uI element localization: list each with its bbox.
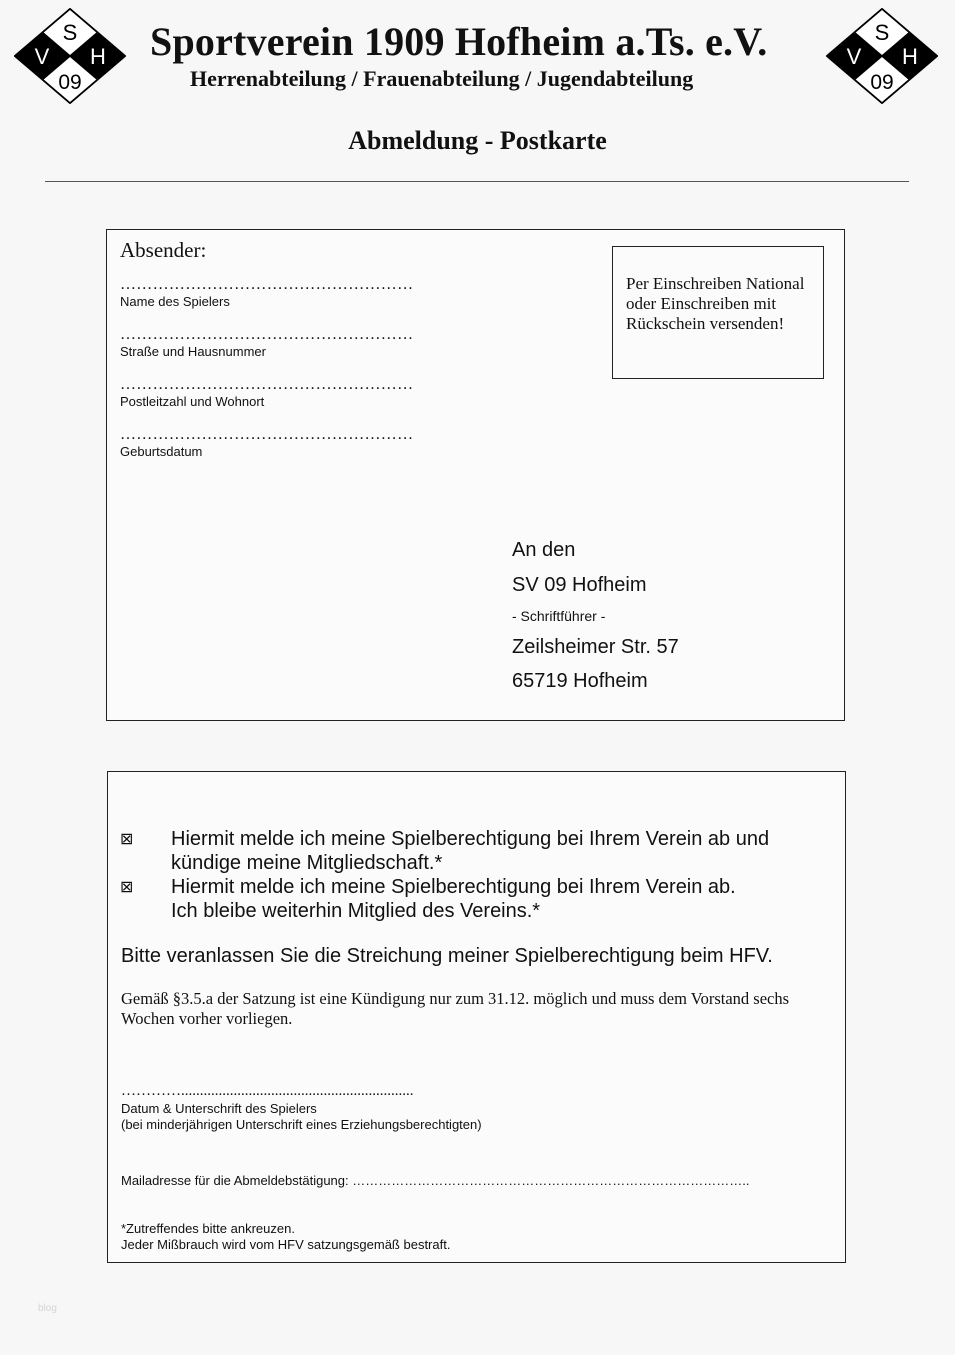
fill-in-dots: ……………………………………………… — [120, 276, 414, 293]
sender-birthdate-field[interactable] — [120, 427, 450, 459]
logo-letter-bottom: 09 — [870, 71, 894, 94]
fill-in-dots: ……………………………………………… — [120, 326, 414, 343]
fill-in-dots: ……………………………………………… — [120, 426, 414, 443]
fill-in-dots: ……………………………………………… — [120, 376, 414, 393]
deregistration-form-box — [107, 771, 846, 1263]
field-label: Straße und Hausnummer — [120, 344, 266, 359]
recipient-line-1: An den — [512, 539, 576, 561]
shipping-note: Per Einschreiben National oder Einschreiben mit Rückschein versenden! — [626, 274, 805, 333]
footnote-1: *Zutreffendes bitte ankreuzen. — [121, 1221, 295, 1236]
shipping-note-box — [612, 246, 824, 379]
logo-letter-left: V — [34, 44, 50, 69]
field-label: Name des Spielers — [120, 294, 230, 309]
option-2-line-2: Ich bleibe weiterhin Mitglied des Vereins.* — [171, 900, 541, 922]
field-label: Geburtsdatum — [120, 444, 203, 459]
footnote-2: Jeder Mißbrauch wird vom HFV satzungsgemäß bestraft. — [121, 1237, 451, 1252]
option-keep-membership[interactable] — [120, 875, 820, 923]
logo-letter-right: H — [902, 44, 918, 69]
logo-letter-right: H — [90, 44, 106, 69]
sender-city-field[interactable] — [120, 377, 450, 409]
watermark: blog — [38, 1303, 57, 1314]
option-1-text: Hiermit melde ich meine Spielberechtigung bei Ihrem Verein ab und kündige meine Mitgliedschaft.* — [171, 828, 770, 874]
option-cancel-membership[interactable] — [120, 827, 820, 875]
club-logo-right — [826, 8, 938, 104]
header-divider — [45, 181, 909, 182]
document-title: Abmeldung - Postkarte — [348, 126, 607, 155]
checkbox-icon[interactable]: ⊠ — [120, 829, 134, 848]
statute-notice: Gemäß §3.5.a der Satzung ist eine Kündigung nur zum 31.12. möglich und muss dem Vorstand sechs Wochen vorher vorliegen. — [121, 989, 790, 1028]
sender-label: Absender: — [120, 238, 207, 262]
signature-label-2: (bei minderjährigen Unterschrift eines Erziehungsberechtigten) — [121, 1117, 482, 1132]
sender-name-field[interactable] — [120, 277, 450, 309]
logo-letter-top: S — [874, 20, 890, 45]
signature-label — [121, 1101, 482, 1133]
signature-label-1: Datum & Unterschrift des Spielers — [121, 1101, 317, 1116]
club-title: Sportverein 1909 Hofheim a.Ts. e.V. — [150, 19, 768, 64]
recipient-street: Zeilsheimer Str. 57 — [512, 636, 679, 658]
recipient-club: SV 09 Hofheim — [512, 574, 647, 596]
field-label: Postleitzahl und Wohnort — [120, 394, 265, 409]
checkbox-icon[interactable]: ⊠ — [120, 877, 134, 896]
logo-letter-top: S — [62, 20, 78, 45]
sender-street-field[interactable] — [120, 327, 450, 359]
email-field[interactable]: Mailadresse für die Abmeldebstätigung: ……………………………………………………………………………….. — [121, 1173, 750, 1188]
option-2-line-1: Hiermit melde ich meine Spielberechtigung bei Ihrem Verein ab. — [171, 876, 736, 898]
club-subtitle: Herrenabteilung / Frauenabteilung / Jugendabteilung — [190, 66, 694, 91]
recipient-role: - Schriftführer - — [512, 608, 606, 624]
logo-letter-bottom: 09 — [58, 71, 82, 94]
postcard-address-box — [106, 229, 845, 721]
footnote — [121, 1221, 450, 1253]
signature-line[interactable]: ………….............................................................. — [121, 1083, 414, 1099]
logo-letter-left: V — [846, 44, 862, 69]
recipient-city: 65719 Hofheim — [512, 670, 648, 692]
club-logo-left — [14, 8, 126, 104]
request-text: Bitte veranlassen Sie die Streichung meiner Spielberechtigung beim HFV. — [121, 945, 773, 967]
